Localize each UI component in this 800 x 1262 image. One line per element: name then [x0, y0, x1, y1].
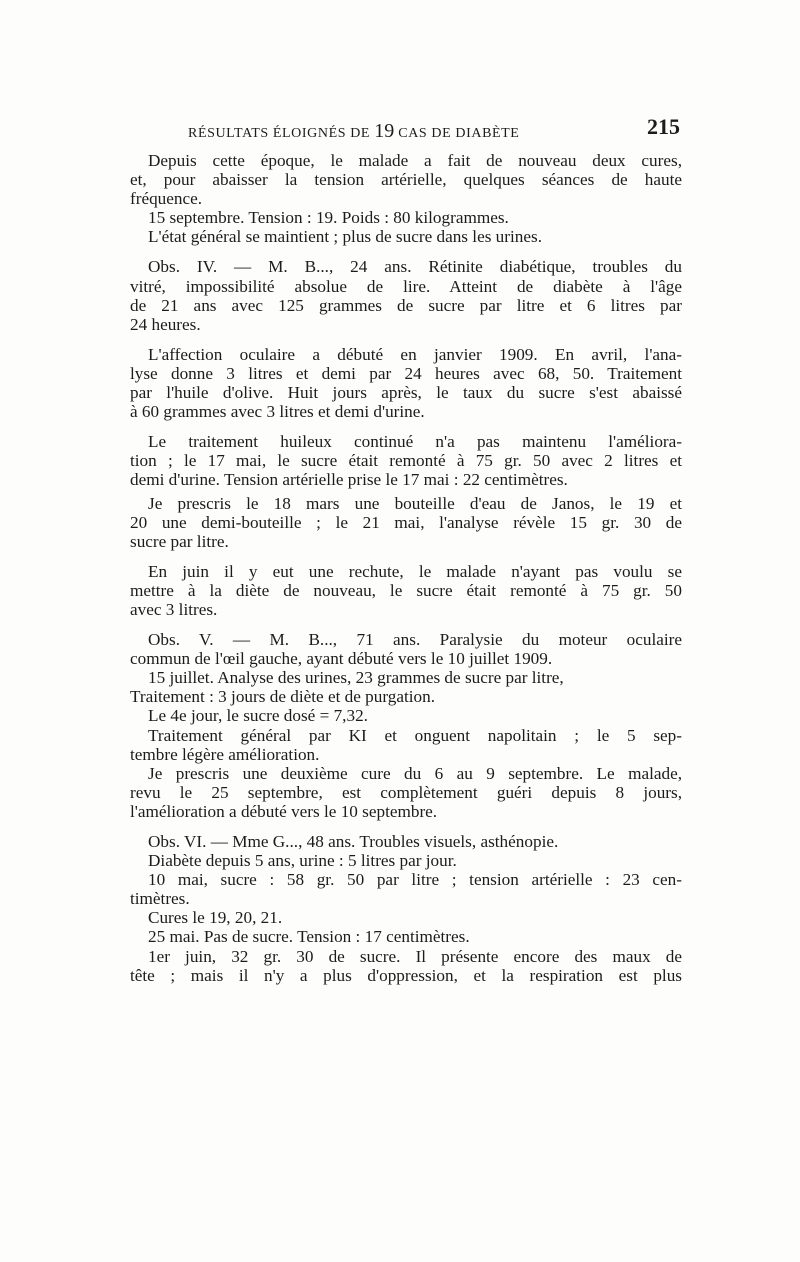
- text-line: 25 mai. Pas de sucre. Tension : 17 centimètres.: [148, 927, 470, 947]
- running-title-number: 19: [374, 120, 395, 142]
- text-line: En juin il y eut une rechute, le malade n'ayant pas voulu se: [148, 561, 682, 581]
- text-line: Diabète depuis 5 ans, urine : 5 litres par jour.: [148, 851, 457, 871]
- text-line: timètres.: [130, 889, 190, 909]
- paragraph: [130, 726, 682, 764]
- text-line: L'état général se maintient ; plus de sucre dans les urines.: [148, 227, 542, 247]
- paragraph: [130, 227, 682, 246]
- paragraph: [130, 668, 682, 687]
- paragraph: [130, 630, 682, 668]
- text-line: Le 4e jour, le sucre dosé = 7,32.: [148, 706, 368, 726]
- text-line: 1er juin, 32 gr. 30 de sucre. Il présente encore des maux de: [148, 946, 682, 966]
- text-line: commun de l'œil gauche, ayant débuté vers le 10 juillet 1909.: [130, 649, 553, 669]
- page-number: 215: [647, 114, 680, 139]
- paragraph: [130, 687, 682, 706]
- text-line: de 21 ans avec 125 grammes de sucre par litre et 6 litres par: [130, 295, 682, 315]
- running-title-part-b: CAS DE DIABÈTE: [394, 126, 520, 141]
- paragraph: [130, 764, 682, 821]
- paragraph: [130, 345, 682, 421]
- text-line: l'amélioration a débuté vers le 10 septembre.: [130, 801, 438, 821]
- text-line: 24 heures.: [130, 314, 201, 334]
- paragraph: [130, 870, 682, 908]
- paragraph: [130, 832, 682, 851]
- text-line: avec 3 litres.: [130, 599, 218, 619]
- paragraph: [130, 947, 682, 985]
- paragraph: [130, 432, 682, 489]
- text-line: lyse donne 3 litres et demi par 24 heures avec 68, 50. Traitement: [130, 363, 682, 383]
- text-line: à 60 grammes avec 3 litres et demi d'urine.: [130, 402, 425, 422]
- paragraph: [130, 151, 682, 208]
- text-line: et, pour abaisser la tension artérielle, quelques séances de haute: [130, 170, 682, 190]
- text-line: Obs. V. — M. B..., 71 ans. Paralysie du moteur oculaire: [148, 630, 682, 650]
- text-line: fréquence.: [130, 189, 203, 209]
- text-line: 10 mai, sucre : 58 gr. 50 par litre ; tension artérielle : 23 cen-: [148, 870, 682, 890]
- text-line: Obs. IV. — M. B..., 24 ans. Rétinite diabétique, troubles du: [148, 257, 682, 277]
- text-line: 15 septembre. Tension : 19. Poids : 80 kilogrammes.: [148, 208, 509, 228]
- text-line: sucre par litre.: [130, 531, 229, 551]
- paragraph: [130, 927, 682, 946]
- text-line: tion ; le 17 mai, le sucre était remonté à 75 gr. 50 avec 2 litres et: [130, 451, 682, 471]
- text-line: Obs. VI. — Mme G..., 48 ans. Troubles visuels, asthénopie.: [148, 832, 559, 851]
- text-line: L'affection oculaire a débuté en janvier 1909. En avril, l'ana-: [148, 344, 682, 364]
- text-line: demi d'urine. Tension artérielle prise le 17 mai : 22 centimètres.: [130, 470, 568, 490]
- paragraph: [130, 208, 682, 227]
- text-line: 20 une demi-bouteille ; le 21 mai, l'analyse révèle 15 gr. 30 de: [130, 512, 682, 532]
- text-line: vitré, impossibilité absolue de lire. Atteint de diabète à l'âge: [130, 276, 682, 296]
- text-line: Depuis cette époque, le malade a fait de nouveau deux cures,: [148, 151, 682, 170]
- body-text: [130, 151, 682, 985]
- text-line: Je prescris une deuxième cure du 6 au 9 septembre. Le malade,: [148, 763, 682, 783]
- text-line: revu le 25 septembre, est complètement guéri depuis 8 jours,: [130, 782, 682, 802]
- text-line: Je prescris le 18 mars une bouteille d'eau de Janos, le 19 et: [148, 493, 682, 513]
- running-title: [188, 120, 519, 143]
- text-line: par l'huile d'olive. Huit jours après, le taux du sucre s'est abaissé: [130, 383, 682, 403]
- paragraph: [130, 562, 682, 619]
- text-line: tembre légère amélioration.: [130, 744, 320, 764]
- text-line: 15 juillet. Analyse des urines, 23 grammes de sucre par litre,: [148, 668, 564, 688]
- running-title-part-a: RÉSULTATS ÉLOIGNÉS DE: [188, 126, 375, 141]
- paragraph: [130, 706, 682, 725]
- paragraph: [130, 257, 682, 333]
- paragraph: [130, 908, 682, 927]
- paragraph: [130, 851, 682, 870]
- text-line: tête ; mais il n'y a plus d'oppression, et la respiration est plus: [130, 965, 682, 985]
- text-line: Cures le 19, 20, 21.: [148, 908, 283, 928]
- paragraph: [130, 494, 682, 551]
- page-header: [130, 112, 680, 142]
- text-line: Traitement général par KI et onguent napolitain ; le 5 sep-: [148, 725, 682, 745]
- text-line: Le traitement huileux continué n'a pas maintenu l'améliora-: [148, 432, 682, 452]
- text-line: Traitement : 3 jours de diète et de purgation.: [130, 687, 436, 707]
- text-line: mettre à la diète de nouveau, le sucre était remonté à 75 gr. 50: [130, 580, 682, 600]
